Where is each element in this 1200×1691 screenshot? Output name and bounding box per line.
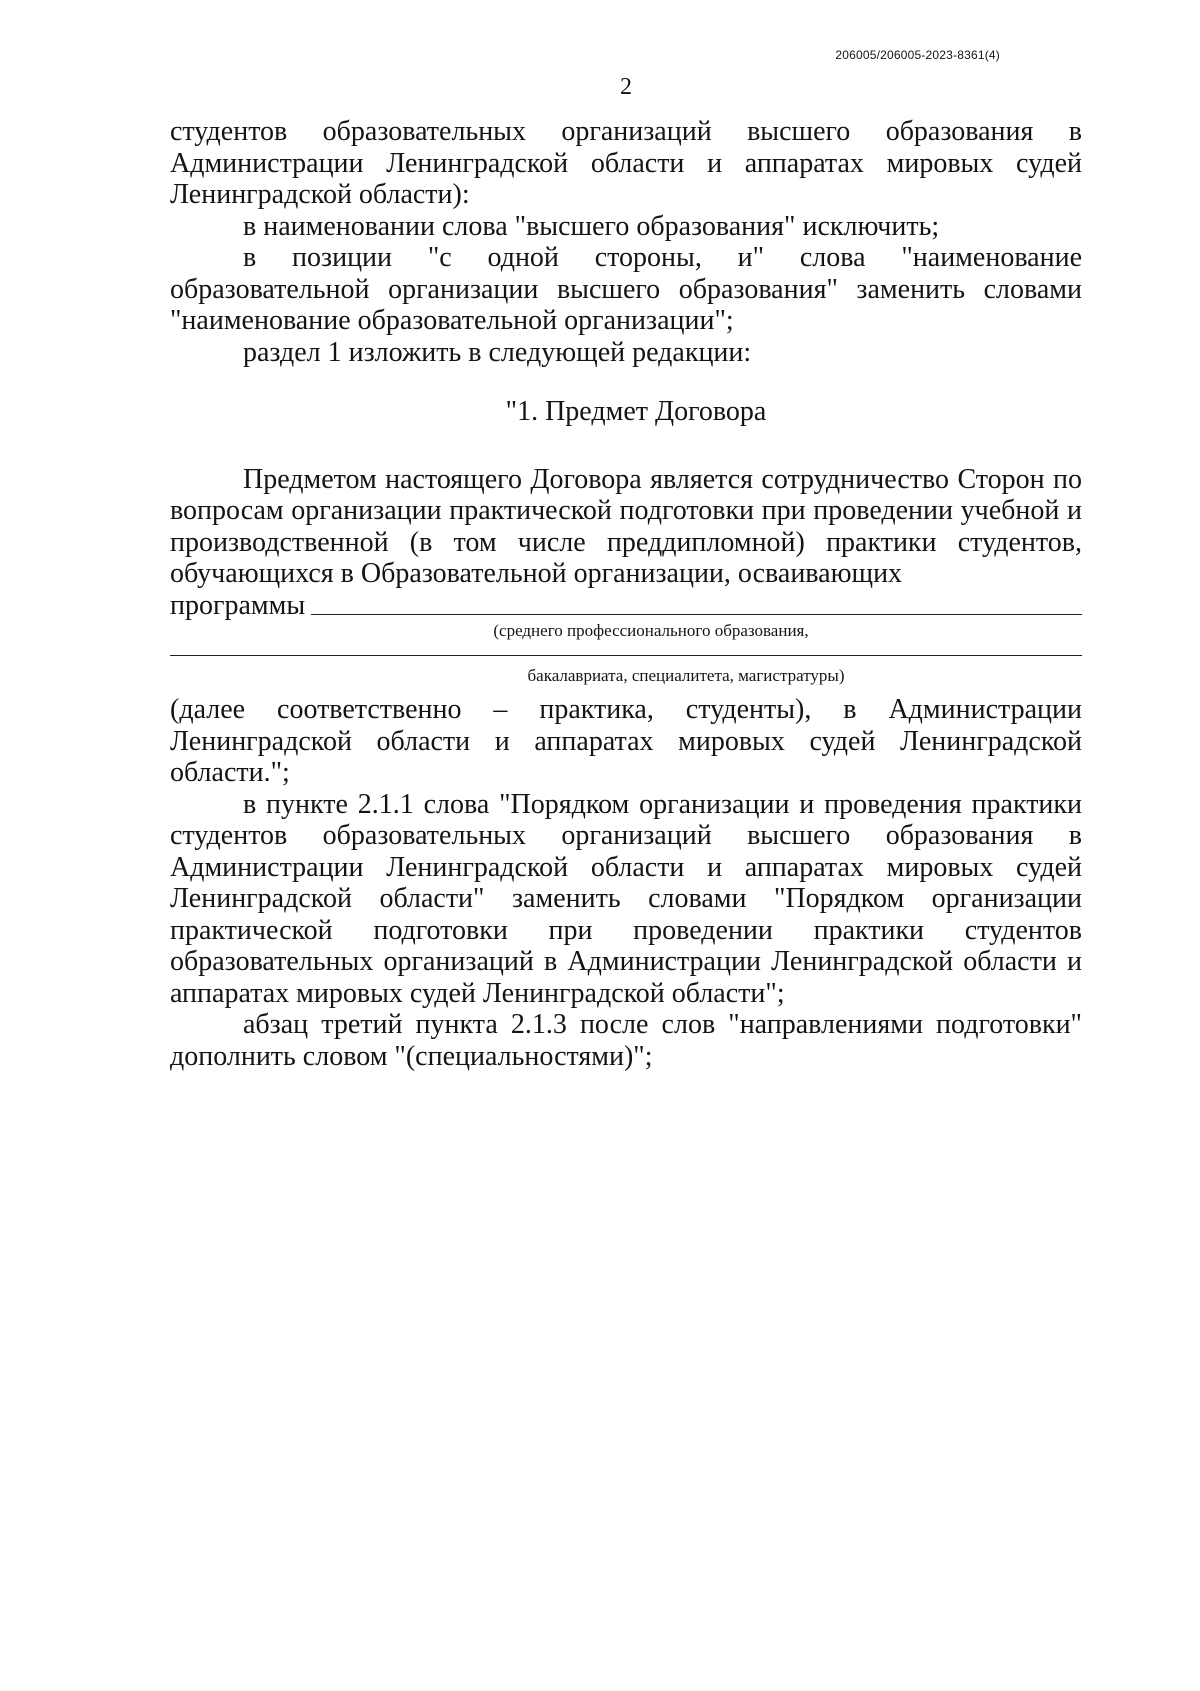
paragraph-6: (далее соответственно – практика, студенты), в Администрации Ленинградской области и аппаратах мировых судей Ленинградской области."; [170,694,1082,788]
paragraph-5: Предметом настоящего Договора является сотрудничество Сторон по вопросам организации практической подготовки при проведении учебной и производственной (в том числе преддипломной) практики студентов, обучающихся в Образовательной организации, осваивающих [170,463,1082,589]
paragraph-3: в позиции "с одной стороны, и" слова "наименование образовательной организации высшего образования" заменить словами "наименование образовательной организации"; [170,242,1082,336]
blank-line-2 [170,655,1082,656]
paragraph-1: студентов образовательных организаций высшего образования в Администрации Ленинградской области и аппаратах мировых судей Ленинградской области): [170,116,1082,210]
paragraph-4: раздел 1 изложить в следующей редакции: [243,336,752,368]
page-number: 2 [620,74,632,100]
document-body [170,116,1082,1072]
fill-caption-2: бакалавриата, специалитета, магистратуры) [527,666,845,685]
paragraph-7: в пункте 2.1.1 слова "Порядком организации и проведения практики студентов образовательных организаций высшего образования в Администрации Ленинградской области и аппаратах мировых судей Ленинградской области" заменить словами "Порядком организации практической подготовки при проведении практики студентов образовательных организаций в Администрации Ленинградской области и аппаратах мировых судей Ленинградской области"; [170,788,1082,1009]
programs-label: программы [170,589,306,621]
fill-caption-1: (среднего профессионального образования, [493,621,809,640]
paragraph-8: абзац третий пункта 2.1.3 после слов "направлениями подготовки" дополнить словом "(специальностями)"; [170,1009,1082,1072]
section-heading: "1. Предмет Договора [505,396,767,427]
blank-line [311,614,1082,615]
document-registration-number: 206005/206005-2023-8361(4) [835,48,1000,62]
programs-fill-line [170,590,1082,622]
paragraph-2: в наименовании слова "высшего образования" исключить; [243,210,940,242]
